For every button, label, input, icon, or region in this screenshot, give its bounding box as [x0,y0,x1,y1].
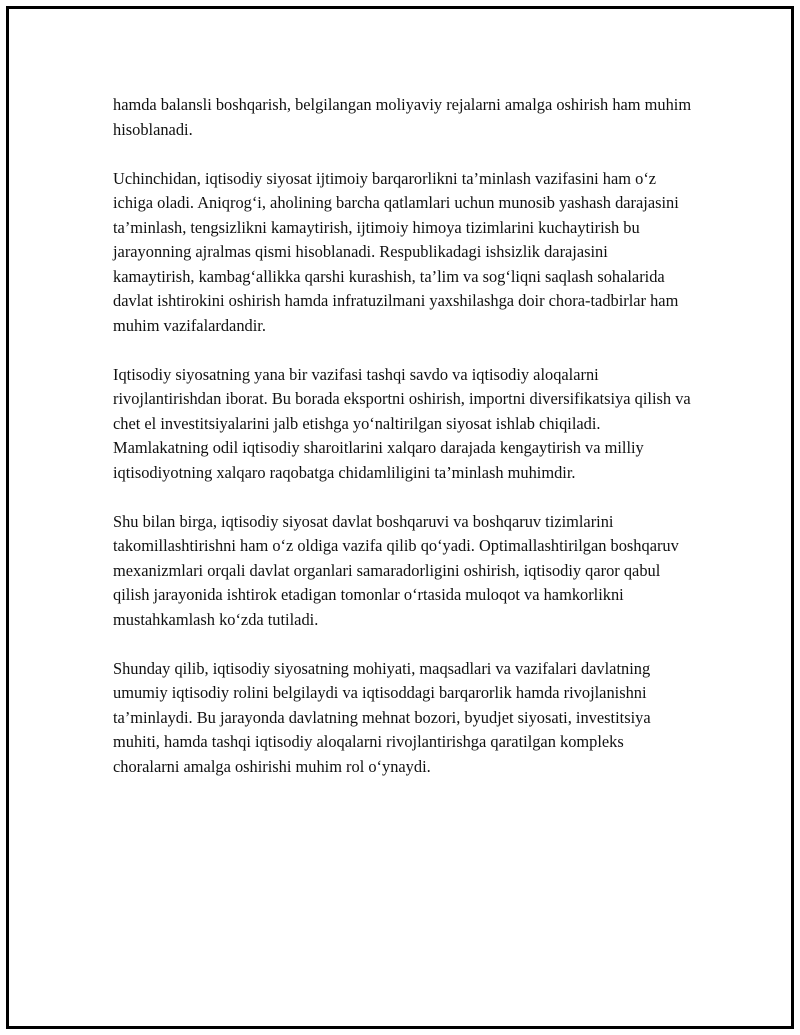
document-body [113,93,693,804]
paragraph-5: Shunday qilib, iqtisodiy siyosatning mohiyati, maqsadlari va vazifalari davlatning umumiy iqtisodiy rolini belgilaydi va iqtisoddagi barqarorlik hamda rivojlanishni ta’minlaydi. Bu jarayonda davlatning mehnat bozori, byudjet siyosati, investitsiya muhiti, hamda tashqi iqtisodiy aloqalarni rivojlantirishga qaratilgan kompleks choralarni amalga oshirishi muhim rol o‘ynaydi. [113,658,651,776]
paragraph-3: Iqtisodiy siyosatning yana bir vazifasi tashqi savdo va iqtisodiy aloqalarni rivojlantirishdan iborat. Bu borada eksportni oshirish, importni diversifikatsiya qilish va chet el investitsiyalarini jalb etishga yo‘naltirilgan siyosat ishlab chiqiladi. Mamlakatning odil iqtisodiy sharoitlarini xalqaro darajada kengaytirish va milliy iqtisodiyotning xalqaro raqobatga chidamliligini ta’minlash muhimdir. [113,364,691,482]
paragraph-1: hamda balansli boshqarish, belgilangan moliyaviy rejalarni amalga oshirish ham muhim hisoblanadi. [113,95,692,139]
paragraph-4: Shu bilan birga, iqtisodiy siyosat davlat boshqaruvi va boshqaruv tizimlarini takomillashtirishni ham o‘z oldiga vazifa qilib qo‘yadi. Optimallashtirilgan boshqaruv mexanizmlari orqali davlat organlari samaradorligini oshirish, iqtisodiy qaror qabul qilish jarayonida ishtirok etadigan tomonlar o‘rtasida muloqot va hamkorlikni mustahkamlash ko‘zda tutiladi. [113,511,679,629]
paragraph-2: Uchinchidan, iqtisodiy siyosat ijtimoiy barqarorlikni ta’minlash vazifasini ham o‘z ichiga oladi. Aniqrog‘i, aholining barcha qatlamlari uchun munosib yashash darajasini ta’minlash, tengsizlikni kamaytirish, ijtimoiy himoya tizimlarini kuchaytirish bu jarayonning ajralmas qismi hisoblanadi. Respublikadagi ishsizlik darajasini kamaytirish, kambag‘allikka qarshi kurashish, ta’lim va sog‘liqni saqlash sohalarida davlat ishtirokini oshirish hamda infratuzilmani yaxshilashga doir chora-tadbirlar ham muhim vazifalardandir. [113,168,679,335]
